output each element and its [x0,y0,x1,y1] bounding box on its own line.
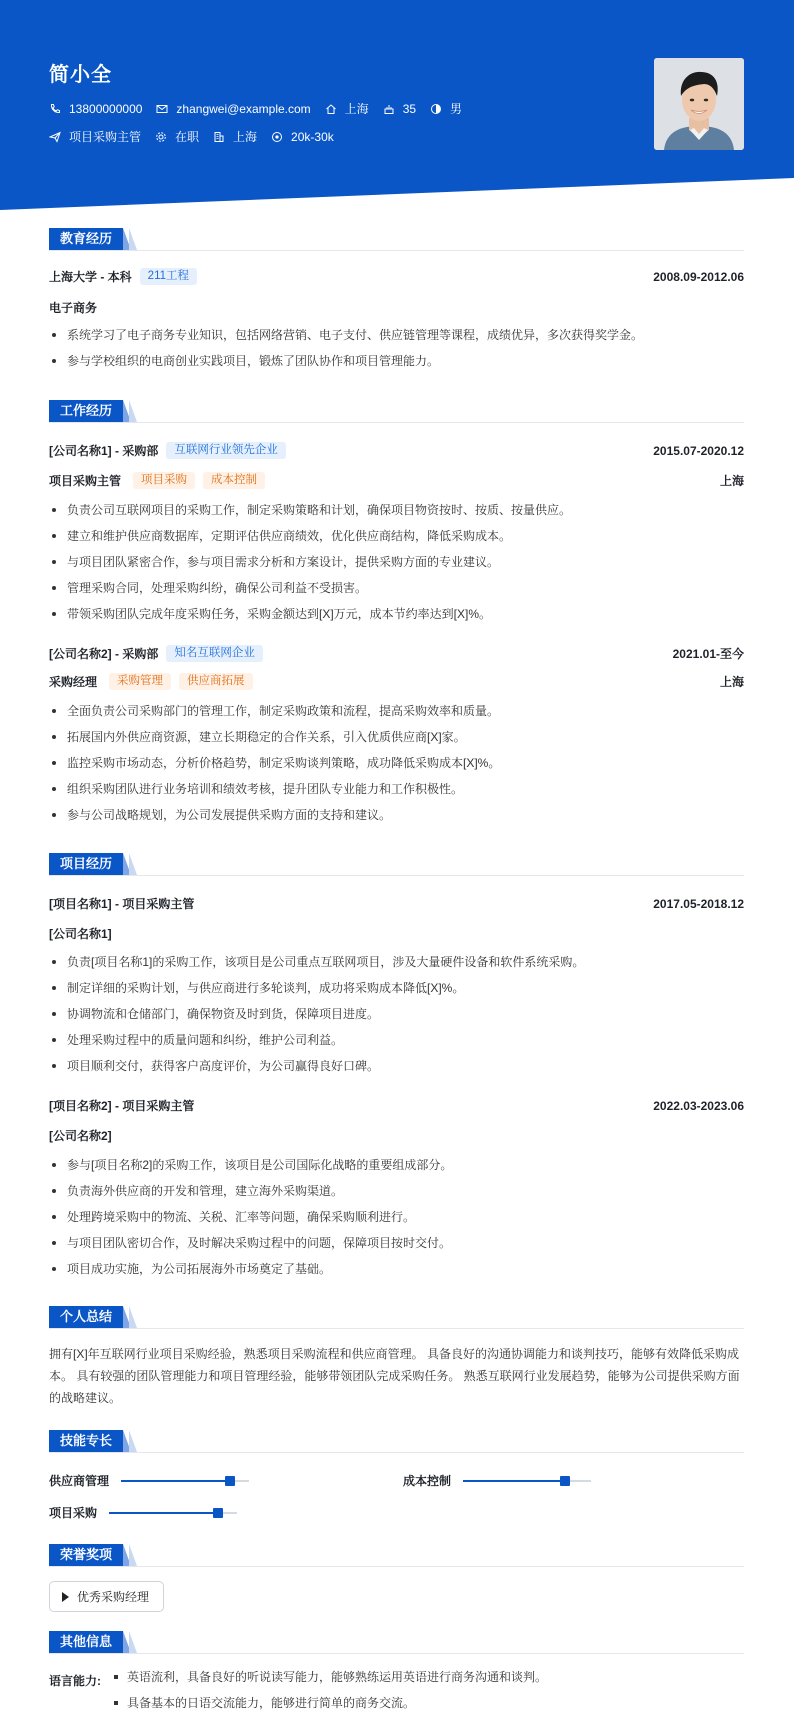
work-city: 上海 [233,130,258,144]
mail-icon [156,103,168,115]
project-name: [项目名称1] - 项目采购主管 [49,897,195,911]
list-item: 监控采购市场动态，分析价格趋势，制定采购谈判策略，成功降低采购成本[X]%。 [49,754,749,780]
section-skills-label: 技能专长 [49,1430,123,1452]
summary-text: 拥有[X]年互联网行业项目采购经验，熟悉项目采购流程和供应商管理。 具备良好的沟通协调能力和谈判技巧，能够有效降低采购成本。 具有较强的团队管理能力和项目管理经验，能够带领团队完成采购任务。 熟悉互联网行业发展趋势，能够为公司提供采购方面的战略建议。 [49,1347,740,1405]
section-other-label: 其他信息 [49,1631,123,1653]
work-location: 上海 [719,474,744,488]
education-period: 2008.09-2012.06 [653,269,744,284]
skill-name: 项目采购 [49,1506,98,1520]
role-tag: 项目采购 [133,472,195,489]
list-item: 参与学校组织的电商创业实践项目，锻炼了团队协作和项目管理能力。 [49,352,749,378]
education-bullets [49,326,749,378]
list-item: 协调物流和仓储部门，确保物资及时到货，保障项目进度。 [49,1005,749,1031]
section-projects-label: 项目经历 [49,853,123,875]
job-status: 在职 [175,130,200,144]
work-period: 2021.01-至今 [672,647,744,661]
education-major: 电子商务 [49,301,98,315]
send-icon [49,131,61,143]
job-target-item [49,128,141,145]
project-period: 2022.03-2023.06 [653,1098,744,1113]
role-tag: 成本控制 [203,472,265,489]
list-item: 全面负责公司采购部门的管理工作，制定采购政策和流程，提高采购效率和质量。 [49,702,749,728]
candidate-name: 简小全 [49,64,112,86]
resume-header [0,0,794,210]
education-entry-header [49,268,744,285]
gender-item [430,100,462,117]
award-chip[interactable] [49,1581,164,1612]
project-name: [项目名称2] - 项目采购主管 [49,1099,195,1113]
list-item: 项目成功实施，为公司拓展海外市场奠定了基础。 [49,1260,749,1286]
age-value: 35 [402,101,417,116]
skill-bar-fill [109,1512,218,1514]
list-item: 负责[项目名称1]的采购工作，该项目是公司重点互联网项目，涉及大量硬件设备和软件系统采购。 [49,953,749,979]
skill-bar-knob [560,1476,570,1486]
list-item: 参与[项目名称2]的采购工作，该项目是公司国际化战略的重要组成部分。 [49,1156,749,1182]
section-other-title [49,1631,137,1653]
work-entry-role [49,472,744,489]
gender-value: 男 [450,102,463,116]
list-item: 英语流利，具备良好的听说读写能力，能够熟练运用英语进行商务沟通和谈判。 [112,1668,547,1694]
list-item: 负责海外供应商的开发和管理，建立海外采购渠道。 [49,1182,749,1208]
project-entry-header [49,895,744,912]
work-bullets [49,702,749,832]
school-name: 上海大学 - 本科 [49,270,132,284]
list-item: 带领采购团队完成年度采购任务，采购金额达到[X]万元，成本节约率达到[X]%。 [49,605,749,631]
section-divider [49,875,744,876]
skill-item [49,1472,249,1489]
section-projects-title [49,853,137,875]
job-title: 项目采购主管 [49,474,122,488]
work-location: 上海 [719,675,744,689]
project-entry-header [49,1097,744,1114]
list-item: 具备基本的日语交流能力，能够进行简单的商务交流。 [112,1694,547,1720]
section-honors-label: 荣誉奖项 [49,1544,123,1566]
project-company: [公司名称1] [49,927,112,941]
section-skills-title [49,1430,137,1452]
list-item: 处理采购过程中的质量问题和纠纷，维护公司利益。 [49,1031,749,1057]
role-tag: 采购管理 [109,673,171,690]
company-tag: 知名互联网企业 [166,645,263,662]
work-entry-header [49,442,744,459]
list-item: 建立和维护供应商数据库，定期评估供应商绩效，优化供应商结构，降低采购成本。 [49,527,749,553]
email-address: zhangwei@example.com [176,101,311,116]
company-name: [公司名称2] - 采购部 [49,647,159,661]
list-item: 制定详细的采购计划，与供应商进行多轮谈判，成功将采购成本降低[X]%。 [49,979,749,1005]
skill-bar [121,1480,249,1482]
list-item: 处理跨境采购中的物流、关税、汇率等问题，确保采购顺利进行。 [49,1208,749,1234]
role-tag: 供应商拓展 [179,673,253,690]
section-honors-title [49,1544,137,1566]
skill-bar-fill [121,1480,230,1482]
gender-icon [430,103,442,115]
work-entry-role [49,673,744,690]
job-intent-row [49,128,348,145]
age-item [383,102,416,116]
skill-bar-knob [225,1476,235,1486]
company-name: [公司名称1] - 采购部 [49,444,159,458]
work-entry-header [49,645,744,662]
cake-icon [383,103,395,115]
work-city-item [213,128,257,145]
company-tag: 互联网行业领先企业 [166,442,286,459]
gear-icon [155,131,167,143]
skill-item [49,1504,237,1521]
section-divider [49,1566,744,1567]
salary-range: 20k-30k [291,129,334,144]
skill-bar [109,1512,237,1514]
section-divider [49,1452,744,1453]
home-city: 上海 [344,102,369,116]
play-icon [62,1592,69,1602]
job-title: 采购经理 [49,675,98,689]
avatar-portrait [654,58,744,150]
list-item: 拓展国内外供应商资源，建立长期稳定的合作关系，引入优质供应商[X]家。 [49,728,749,754]
phone-item [49,102,142,116]
skill-name: 供应商管理 [49,1474,110,1488]
home-icon [325,103,337,115]
list-item: 负责公司互联网项目的采购工作，制定采购策略和计划，确保项目物资按时、按质、按量供应。 [49,501,749,527]
work-period: 2015.07-2020.12 [653,443,744,458]
list-item: 系统学习了电子商务专业知识，包括网络营销、电子支付、供应链管理等课程，成绩优异，多次获得奖学金。 [49,326,749,352]
project-bullets [49,953,749,1083]
project-period: 2017.05-2018.12 [653,896,744,911]
salary-item [271,130,334,144]
list-item: 管理采购合同，处理采购纠纷，确保公司利益不受损害。 [49,579,749,605]
profile-photo [654,58,744,150]
list-item: 与项目团队紧密合作，参与项目需求分析和方案设计，提供采购方面的专业建议。 [49,553,749,579]
skill-name: 成本控制 [403,1474,452,1488]
job-target: 项目采购主管 [69,130,142,144]
phone-number: 13800000000 [69,101,143,116]
list-item: 参与公司战略规划，为公司发展提供采购方面的支持和建议。 [49,806,749,832]
language-list [112,1668,547,1720]
skill-bar-fill [463,1480,565,1482]
coin-icon [271,131,283,143]
project-company: [公司名称2] [49,1129,112,1143]
section-divider [49,250,744,251]
contact-row [49,100,476,117]
section-work-label: 工作经历 [49,400,123,422]
phone-icon [49,103,61,115]
list-item: 组织采购团队进行业务培训和绩效考核，提升团队专业能力和工作积极性。 [49,780,749,806]
email-item [156,102,310,116]
status-item [155,128,199,145]
building-icon [213,131,225,143]
section-divider [49,1328,744,1329]
section-summary-label: 个人总结 [49,1306,123,1328]
award-label: 优秀采购经理 [77,1590,150,1604]
project-bullets [49,1156,749,1286]
skill-item [403,1472,591,1489]
section-work-title [49,400,137,422]
list-item: 与项目团队密切合作，及时解决采购过程中的问题，保障项目按时交付。 [49,1234,749,1260]
section-education-title [49,228,137,250]
school-tag: 211工程 [140,268,197,285]
list-item: 项目顺利交付，获得客户高度评价，为公司赢得良好口碑。 [49,1057,749,1083]
language-label: 语言能力: [49,1674,101,1688]
section-education-label: 教育经历 [49,228,123,250]
home-item [325,100,369,117]
skill-bar-knob [213,1508,223,1518]
work-bullets [49,501,749,631]
skill-bar [463,1480,591,1482]
section-summary-title [49,1306,137,1328]
section-divider [49,1653,744,1654]
section-divider [49,422,744,423]
